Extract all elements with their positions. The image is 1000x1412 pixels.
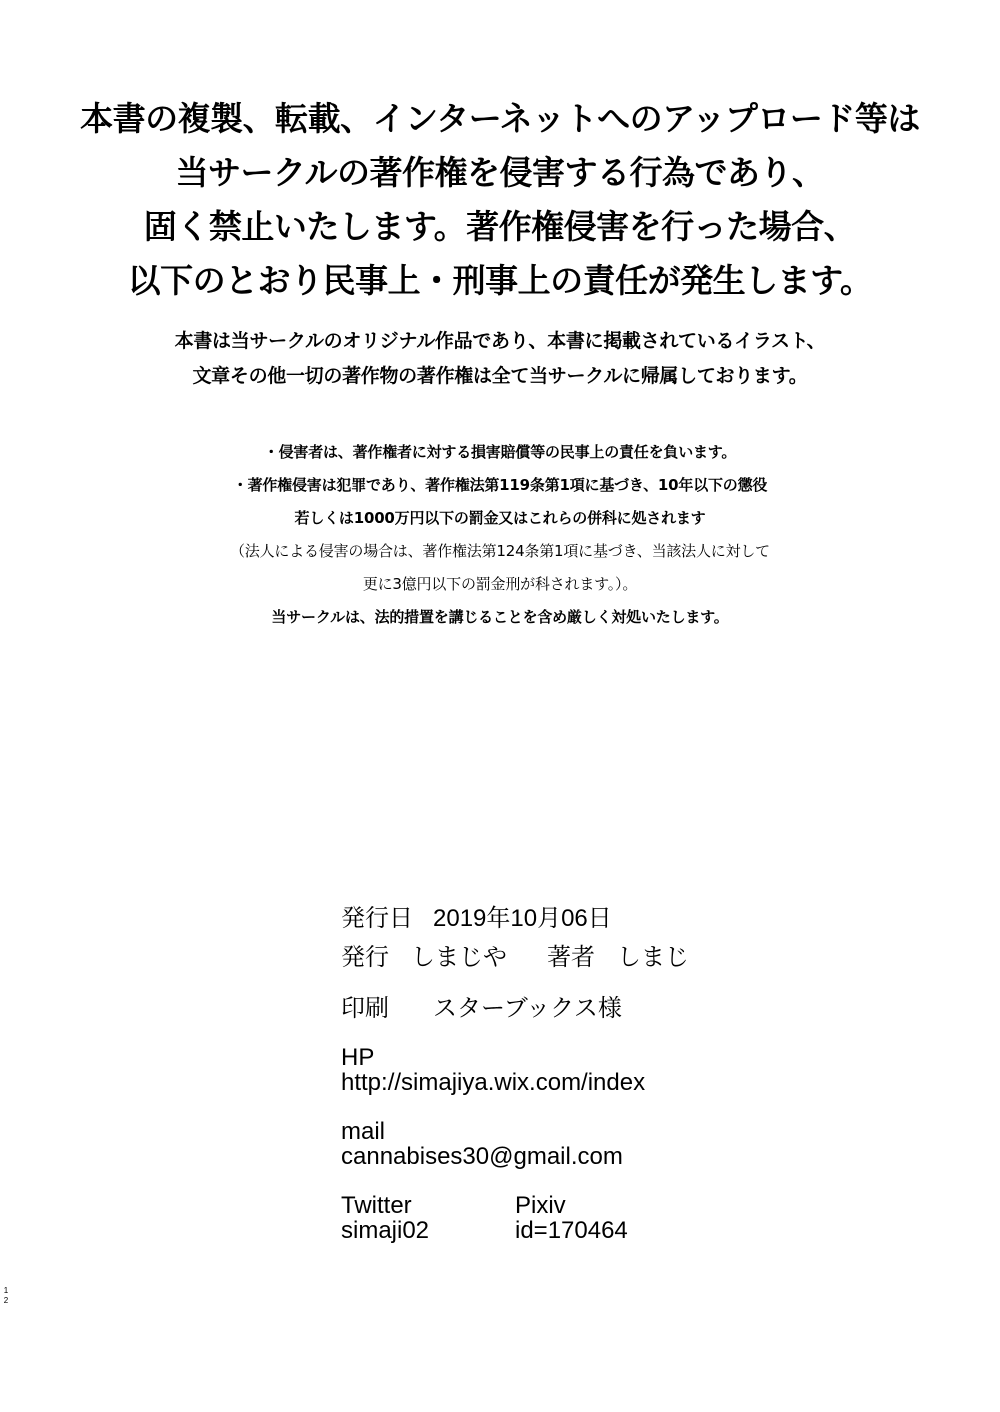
warning-line-2: 当サークルの著作権を侵害する行為であり、 — [175, 153, 825, 192]
copyright-warning — [0, 92, 1000, 308]
publisher-label: 発行 — [341, 944, 389, 971]
publish-date-row — [341, 906, 901, 931]
sns-value-row — [341, 1218, 901, 1243]
publisher-row — [341, 945, 901, 970]
penalty-line-5: 更に3億円以下の罰金刑が科されます。）。 — [362, 575, 638, 593]
mail-address: cannabises30@gmail.com — [341, 1143, 623, 1170]
publisher-name: しまじや — [411, 944, 507, 971]
publish-date: 2019年10月06日 — [433, 905, 612, 932]
warning-line-4: 以下のとおり民事上・刑事上の責任が発生します。 — [127, 261, 873, 300]
penalty-line-1: ・侵害者は、著作権者に対する損害賠償等の民事上の責任を負います。 — [263, 443, 737, 461]
twitter-handle: simaji02 — [341, 1217, 430, 1244]
warning-line-3: 固く禁止いたします。著作権侵害を行った場合、 — [143, 207, 857, 246]
statement-line-2: 文章その他一切の著作物の著作権は全て当サークルに帰属しております。 — [192, 365, 808, 387]
ownership-statement — [0, 324, 1000, 394]
penalty-line-3: 若しくは1000万円以下の罰金又はこれらの併科に処されます — [294, 509, 706, 527]
author-label: 著者 — [547, 944, 595, 971]
hp-url: http://simajiya.wix.com/index — [341, 1069, 646, 1096]
author-name: しまじ — [617, 944, 689, 971]
penalty-line-4: （法人による侵害の場合は、著作権法第124条第1項に基づき、当該法人に対して — [230, 542, 770, 560]
sns-label-row — [341, 1193, 901, 1218]
hp-label: HP — [341, 1044, 375, 1071]
warning-line-1: 本書の複製、転載、インターネットへのアップロード等は — [80, 99, 920, 138]
publish-date-label: 発行日 — [341, 905, 413, 932]
colophon — [341, 906, 901, 1243]
printer-label: 印刷 — [341, 995, 389, 1022]
mail-label: mail — [341, 1118, 386, 1145]
penalty-line-6: 当サークルは、法的措置を講じることを含め厳しく対処いたします。 — [271, 608, 729, 626]
page-number: 1 2 — [3, 1286, 9, 1305]
penalty-notice — [0, 436, 1000, 634]
statement-line-1: 本書は当サークルのオリジナル作品であり、本書に掲載されているイラスト、 — [174, 330, 826, 352]
printer-row — [341, 996, 901, 1021]
printer-name: スターブックス様 — [433, 995, 622, 1022]
twitter-label: Twitter — [341, 1192, 412, 1219]
penalty-line-2: ・著作権侵害は犯罪であり、著作権法第119条第1項に基づき、10年以下の懲役 — [232, 476, 768, 494]
pixiv-id: id=170464 — [515, 1217, 628, 1244]
pixiv-label: Pixiv — [515, 1192, 566, 1219]
